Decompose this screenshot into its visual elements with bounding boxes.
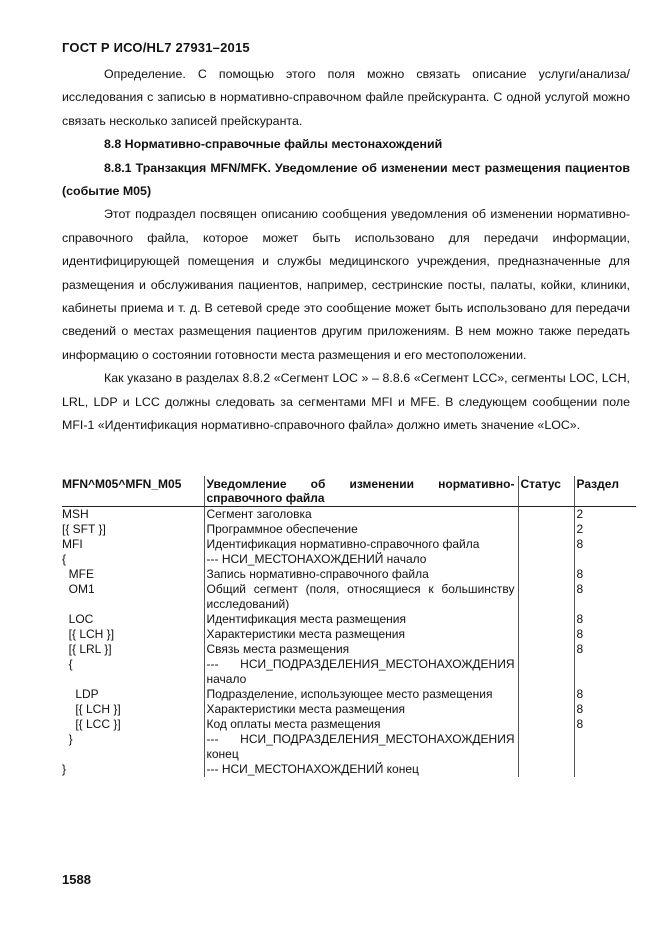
description-cell: Характеристики места размещения bbox=[204, 702, 518, 717]
table-row bbox=[62, 732, 636, 762]
section-cell: 8 bbox=[574, 582, 636, 612]
status-cell bbox=[518, 687, 574, 702]
status-cell bbox=[518, 717, 574, 732]
section-cell: 2 bbox=[574, 522, 636, 537]
message-structure-table bbox=[62, 476, 636, 777]
section-cell: 8 bbox=[574, 567, 636, 582]
description-cell: Общий сегмент (поля, относящиеся к большинству исследований) bbox=[204, 582, 518, 612]
column-header-status: Статус bbox=[518, 476, 574, 507]
table-row bbox=[62, 537, 636, 552]
table-body bbox=[62, 507, 636, 778]
description-cell: Характеристики места размещения bbox=[204, 627, 518, 642]
segment-cell: [{ LCH }] bbox=[62, 702, 121, 716]
description-cell: --- НСИ_ПОДРАЗДЕЛЕНИЯ_МЕСТОНАХОЖДЕНИЯ начало bbox=[204, 657, 518, 687]
paragraph-description: Этот подраздел посвящен описанию сообщения уведомления об изменении нормативно-справочного файла, которое может быть использовано для передачи информации, идентифицирующей помещения и службы медицинского учреждения, предназначенные для размещения и обслуживания пациентов, например, сестринские посты, палаты, койки, клиники, кабинеты приема и т. д. В сетевой среде это сообщение может быть использовано для передачи сведений о местах размещения пациентов другим приложениям. В нем можно также передать информацию о состоянии готовности места размещения и его местоположении. bbox=[62, 207, 630, 362]
segment-cell: [{ SFT }] bbox=[62, 522, 106, 536]
segment-cell: OM1 bbox=[62, 582, 95, 596]
table-header-row bbox=[62, 476, 636, 507]
description-cell: Связь места размещения bbox=[204, 642, 518, 657]
section-cell: 8 bbox=[574, 687, 636, 702]
status-cell bbox=[518, 657, 574, 687]
status-cell bbox=[518, 702, 574, 717]
table-row bbox=[62, 642, 636, 657]
table-row bbox=[62, 582, 636, 612]
segment-cell: LOC bbox=[62, 612, 94, 626]
status-cell bbox=[518, 762, 574, 777]
status-cell bbox=[518, 537, 574, 552]
status-cell bbox=[518, 552, 574, 567]
segment-cell: MSH bbox=[62, 507, 89, 521]
section-cell: 8 bbox=[574, 537, 636, 552]
segment-cell: { bbox=[62, 657, 73, 671]
section-cell: 8 bbox=[574, 612, 636, 627]
segment-cell: { bbox=[62, 552, 67, 566]
section-cell bbox=[574, 657, 636, 687]
table-row bbox=[62, 627, 636, 642]
section-heading: 8.8 Нормативно-справочные файлы местонахождений bbox=[104, 137, 443, 152]
status-cell bbox=[518, 732, 574, 762]
table-row bbox=[62, 762, 636, 777]
segment-cell: MFE bbox=[62, 567, 94, 581]
section-cell: 8 bbox=[574, 642, 636, 657]
segment-cell: [{ LRL }] bbox=[62, 642, 112, 656]
section-cell: 8 bbox=[574, 702, 636, 717]
table-row bbox=[62, 657, 636, 687]
segment-cell: } bbox=[62, 732, 73, 746]
status-cell bbox=[518, 612, 574, 627]
description-cell: Сегмент заголовка bbox=[204, 507, 518, 523]
description-cell: --- НСИ_МЕСТОНАХОЖДЕНИЙ начало bbox=[204, 552, 518, 567]
column-header-description: Уведомление об изменении нормативно-справочного файла bbox=[204, 476, 518, 507]
status-cell bbox=[518, 642, 574, 657]
section-cell bbox=[574, 762, 636, 777]
paragraph-segments: Как указано в разделах 8.8.2 «Сегмент LOC » – 8.8.6 «Сегмент LCC», сегменты LOC, LCH, LRL, LDP и LCC должны следовать за сегментами MFI и MFE. В следующем сообщении поле MFI-1 «Идентификация нормативно-справочного файла» должно иметь значение «LOC». bbox=[62, 371, 630, 433]
section-cell bbox=[574, 732, 636, 762]
section-cell: 8 bbox=[574, 627, 636, 642]
status-cell bbox=[518, 567, 574, 582]
description-cell: Программное обеспечение bbox=[204, 522, 518, 537]
status-cell bbox=[518, 627, 574, 642]
section-cell: 2 bbox=[574, 507, 636, 523]
segment-cell: [{ LCC }] bbox=[62, 717, 121, 731]
paragraph-definition: Определение. С помощью этого поля можно связать описание услуги/анализа/исследования с записью в нормативно-справочном файле прейскуранта. С одной услугой можно связать несколько записей прейскуранта. bbox=[62, 67, 630, 128]
description-cell: Идентификация места размещения bbox=[204, 612, 518, 627]
document-header: ГОСТ Р ИСО/HL7 27931–2015 bbox=[62, 40, 250, 55]
table-row bbox=[62, 567, 636, 582]
table-row bbox=[62, 612, 636, 627]
table-row bbox=[62, 522, 636, 537]
column-header-section: Раздел bbox=[574, 476, 636, 507]
table-row bbox=[62, 717, 636, 732]
status-cell bbox=[518, 507, 574, 523]
page-number: 1588 bbox=[62, 872, 91, 887]
description-cell: --- НСИ_ПОДРАЗДЕЛЕНИЯ_МЕСТОНАХОЖДЕНИЯ конец bbox=[204, 732, 518, 762]
description-cell: --- НСИ_МЕСТОНАХОЖДЕНИЙ конец bbox=[204, 762, 518, 777]
status-cell bbox=[518, 582, 574, 612]
description-cell: Запись нормативно-справочного файла bbox=[204, 567, 518, 582]
segment-cell: MFI bbox=[62, 537, 83, 551]
table-row bbox=[62, 552, 636, 567]
segment-cell: [{ LCH }] bbox=[62, 627, 115, 641]
section-cell: 8 bbox=[574, 717, 636, 732]
table-row bbox=[62, 507, 636, 523]
description-cell: Подразделение, использующее место размещения bbox=[204, 687, 518, 702]
table-row bbox=[62, 687, 636, 702]
segment-cell: LDP bbox=[62, 687, 99, 701]
status-cell bbox=[518, 522, 574, 537]
description-cell: Код оплаты места размещения bbox=[204, 717, 518, 732]
body-text bbox=[62, 63, 630, 438]
description-cell: Идентификация нормативно-справочного файла bbox=[204, 537, 518, 552]
segment-cell: } bbox=[62, 762, 67, 776]
table-row bbox=[62, 702, 636, 717]
section-cell bbox=[574, 552, 636, 567]
subsection-heading: 8.8.1 Транзакция MFN/MFK. Уведомление об изменении мест размещения пациентов (событие M05) bbox=[62, 160, 630, 199]
column-header-message: MFN^M05^MFN_M05 bbox=[62, 476, 204, 507]
